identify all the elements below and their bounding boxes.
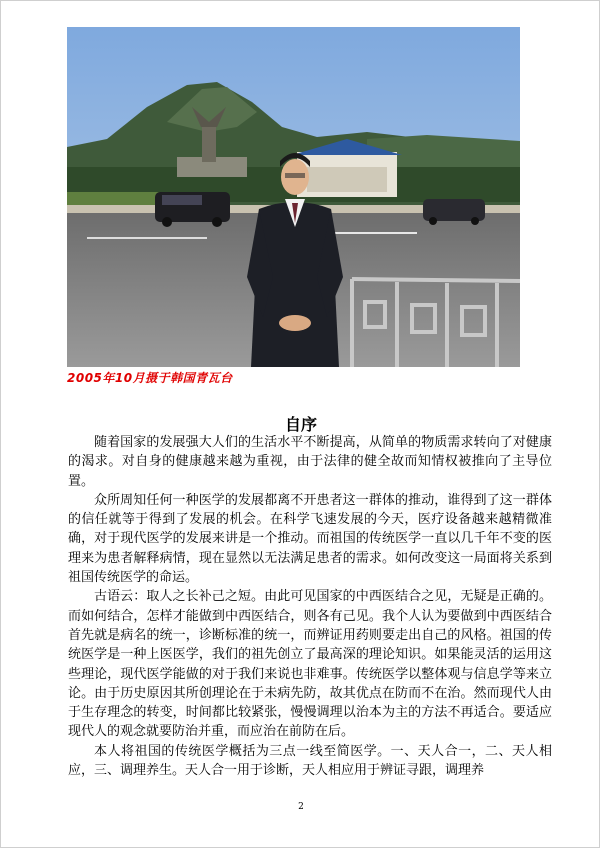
photo-caption: 2005年10月摄于韩国青瓦台 [67,371,233,385]
paragraph: 本人将祖国的传统医学概括为三点一线至简医学。一、天人合一，二、天人相应，三、调理养生。天人合一用于诊断，天人相应用于辨证寻跟，调理养 [68,743,552,779]
portrait-photo [67,27,520,367]
paragraph: 随着国家的发展强大人们的生活水平不断提高，从简单的物质需求转向了对健康的渴求。对自身的健康越来越为重视，由于法律的健全故而知情权被推向了主导位置。 [68,435,552,489]
page-title: 自序 [284,415,317,434]
preface-body [68,433,552,780]
page-number: 2 [298,802,304,812]
photo-scene [67,27,520,367]
paragraph: 众所周知任何一种医学的发展都离不开患者这一群体的推动，谁得到了这一群体的信任就等于得到了发展的机会。在科学飞速发展的今天，医疗设备越来越精微准确，对于现代医学的发展来讲是一个推动。而祖国的传统医学一直以几千年不变的医理来为患者解释病情，现在显然以无法满足患者的需求。如何改变这一局面将关系到祖国传统医学的命运。 [68,492,552,586]
paragraph: 古语云：取人之长补己之短。由此可见国家的中西医结合之见，无疑是正确的。而如何结合，怎样才能做到中西医结合，则各有己见。我个人认为要做到中西医结合首先就是病名的统一，诊断标准的统一，而辨证用药则要走出自己的风格。祖国的传统医学是一种上医医学，我们的祖先创立了最高深的理论知识。如果能灵活的运用这些理论，现代医学能做的对于我们来说也非难事。传统医学以整体观与信息学等来立论。由于历史原因其所创理论在于未病先防，故其优点在防而不在治。然而现代人由于生存理念的转变，时间都比较紧张，慢慢调理以治本为主的方法不再适合。要适应现代人的观念就要防治并重，而应治在前防在后。 [68,589,552,740]
